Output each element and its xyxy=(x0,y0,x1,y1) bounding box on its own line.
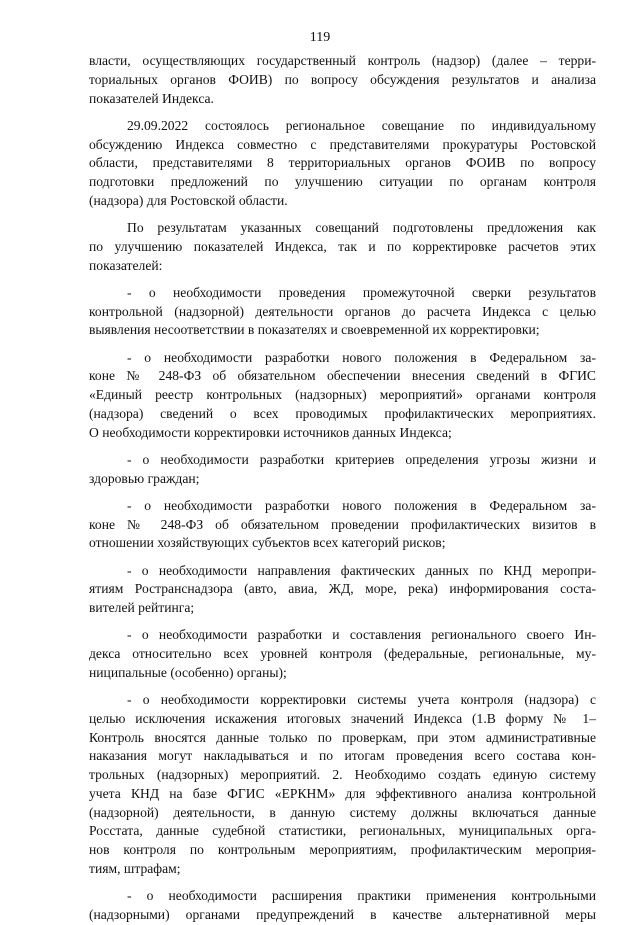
text-line: коне № 248-ФЗ об обязательном проведении профилактических визитов в xyxy=(89,516,596,532)
list-item-preventive-visits xyxy=(89,497,596,553)
text-line: - о необходимости разработки нового положения в Федеральном за- xyxy=(127,349,596,365)
text-line: отношении хозяйствующих субъектов всех категорий рисков; xyxy=(89,535,446,551)
text-line: вителей рейтинга; xyxy=(89,600,195,615)
paragraph-intro-continuation xyxy=(89,52,596,108)
text-line: наказания могут накладываться и по итогам проведения всего состава кон- xyxy=(89,748,596,764)
text-line: области, представителями 8 территориальных органов ФОИВ по вопросу xyxy=(89,155,596,171)
text-line: (надзора) для Ростовской области. xyxy=(89,192,288,208)
text-line: - о необходимости разработки и составления регионального своего Ин- xyxy=(127,627,596,643)
text-line: - о необходимости разработки нового положения в Федеральном за- xyxy=(127,497,596,513)
list-item-rostransnadzor-data xyxy=(89,562,596,618)
text-line: трольных (надзорных) мероприятий. 2. Необходимо создать единую систему xyxy=(89,767,596,782)
text-line: - о необходимости направления фактических данных по КНД меропри- xyxy=(127,562,596,578)
list-item-regional-index xyxy=(89,626,596,682)
page-number: 119 xyxy=(309,30,331,45)
text-line: ториальных органов ФОИВ) по вопросу обсуждения результатов и анализа xyxy=(89,71,596,87)
list-item-threat-criteria xyxy=(89,451,596,489)
text-line: - о необходимости проведения промежуточной сверки результатов xyxy=(127,284,596,300)
text-line: Контроль вносятся данные только по проверкам, при этом административные xyxy=(89,729,596,745)
paragraph-regional-meeting xyxy=(89,117,596,211)
text-line: показателей Индекса. xyxy=(89,90,214,106)
text-line: коне № 248-ФЗ об обязательном обеспечении внесения сведений в ФГИС xyxy=(89,368,596,384)
text-line: (надзора) сведений о всех проводимых профилактических мероприятиях. xyxy=(89,405,596,421)
text-line: тиям, штрафам; xyxy=(89,860,181,876)
text-line: 29.09.2022 состоялось региональное совещание по индивидуальному xyxy=(127,117,596,133)
document-body xyxy=(89,52,596,925)
text-line: «Единый реестр контрольных (надзорных) мероприятий» органами контроля xyxy=(89,387,596,402)
text-line: нов контроля по контрольным мероприятиям, профилактическим мероприя- xyxy=(89,842,596,857)
text-line: (надзорной) деятельности, в данную систему должны включаться данные xyxy=(89,804,596,820)
text-line: О необходимости корректировки источников данных Индекса; xyxy=(89,424,452,440)
list-item-accounting-system xyxy=(89,691,596,879)
text-line: - о необходимости корректировки системы учета контроля (надзора) с xyxy=(127,692,596,707)
text-line: декса относительно всех уровней контроля (федеральные, региональные, му- xyxy=(89,646,596,661)
text-line: - о необходимости расширения практики применения контрольными xyxy=(127,888,596,903)
text-line: По результатам указанных совещаний подготовлены предложения как xyxy=(127,220,596,235)
text-line: контрольной (надзорной) деятельности органов до расчета Индекса с целью xyxy=(89,303,596,319)
text-line: выявления несоответствии в показателях и своевременной их корректировки; xyxy=(89,322,540,338)
text-line: показателей: xyxy=(89,257,163,273)
text-line: по улучшению показателей Индекса, так и по корректировке расчетов этих xyxy=(89,238,596,254)
list-item-interim-reconciliation xyxy=(89,284,596,340)
text-line: здоровью граждан; xyxy=(89,470,200,486)
text-line: власти, осуществляющих государственный контроль (надзор) (далее – терри- xyxy=(89,53,596,68)
text-line: Росстата, данные судебной статистики, региональных, муниципальных орга- xyxy=(89,823,596,839)
list-item-new-provision-registry xyxy=(89,349,596,443)
text-line: ятиям Ространснадзора (авто, авиа, ЖД, море, река) информирования соста- xyxy=(89,581,596,597)
text-line: подготовки предложений по улучшению ситуации по органам контроля xyxy=(89,174,596,189)
paragraph-proposals-intro xyxy=(89,219,596,275)
text-line: - о необходимости разработки критериев определения угрозы жизни и xyxy=(127,451,596,467)
text-line: ниципальные (особенно) органы); xyxy=(89,664,287,680)
text-line: обсуждению Индекса совместно с представителями прокуратуры Ростовской xyxy=(89,136,596,152)
text-line: (надзорными) органами предупреждений в качестве альтернативной меры xyxy=(89,906,596,922)
text-line: целью исключения искажения итоговых значений Индекса (1.В форму № 1– xyxy=(89,710,596,726)
text-line: учета КНД на базе ФГИС «ЕРКНМ» для эффективного анализа контрольной xyxy=(89,785,596,801)
